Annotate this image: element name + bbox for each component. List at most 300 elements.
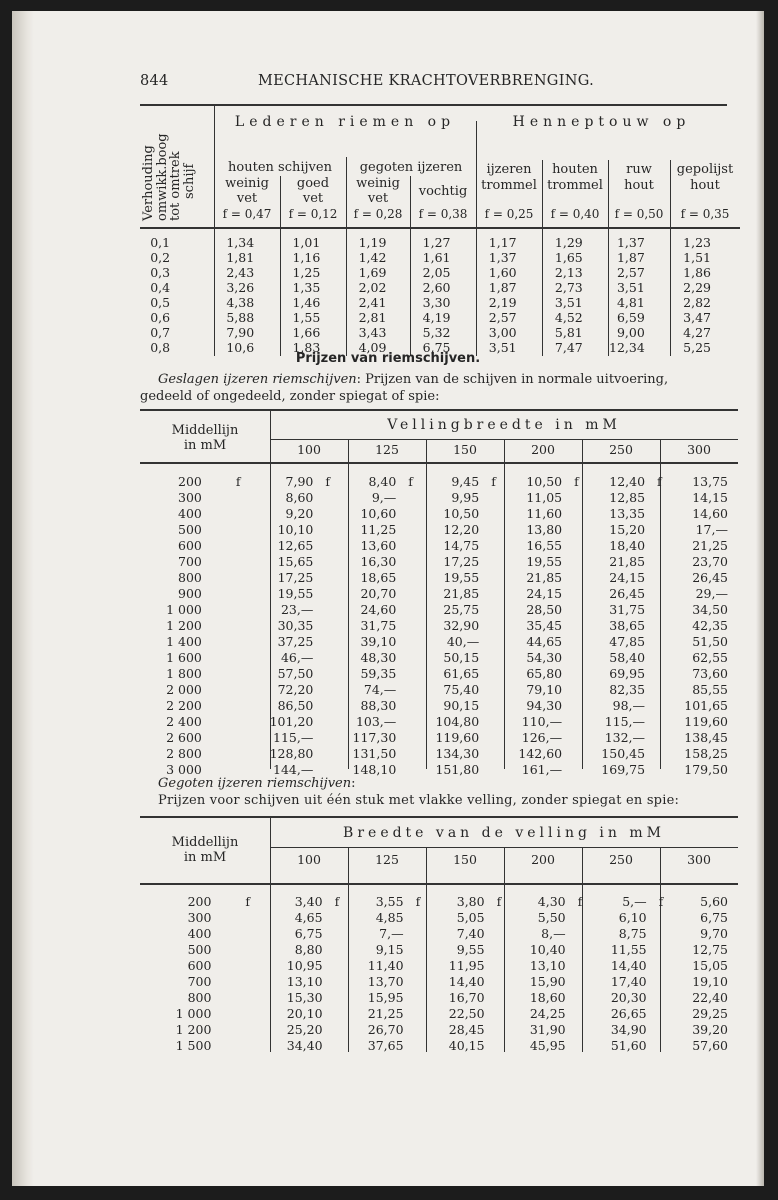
table-cell [485, 1005, 530, 1021]
table2-row [140, 633, 728, 649]
table-cell: 38,65 [609, 617, 646, 633]
table-cell [479, 617, 518, 633]
label-line: gepolijst [676, 162, 734, 177]
running-title: MECHANISCHE KRACHTOVERBRENGING. [258, 73, 594, 89]
table-cell [645, 649, 684, 665]
table-cell: 31,75 [360, 617, 397, 633]
table-cell: f [408, 473, 413, 489]
table-cell: 4,30 [537, 893, 566, 909]
table-cell: 2,57 [488, 310, 517, 325]
table-cell: 45,95 [529, 1037, 566, 1053]
table-cell: 12,75 [692, 941, 728, 957]
table-cell: 13,75 [692, 473, 728, 489]
table-cell: 119,60 [684, 713, 728, 729]
table-cell: 2 000 [166, 681, 202, 697]
table-cell [323, 941, 368, 957]
table-cell: 5,25 [683, 340, 711, 355]
table1-row [140, 295, 727, 310]
table-cell: 1,19 [358, 235, 387, 250]
table-cell [645, 537, 684, 553]
width-header: 150 [453, 852, 477, 867]
table-cell [224, 521, 270, 537]
table1-row [140, 325, 727, 340]
table-cell [647, 957, 692, 973]
table1-first-col-header [140, 106, 200, 228]
table-cell: f [577, 893, 583, 909]
table-cell [233, 1037, 286, 1053]
table-cell [224, 697, 270, 713]
table-cell [404, 1037, 449, 1053]
label-line: weinig [225, 176, 269, 191]
table-cell: 26,70 [367, 1021, 404, 1037]
table-cell: 1,37 [616, 235, 645, 250]
table-cell: 1,51 [683, 250, 711, 265]
table-cell: 115,— [604, 713, 646, 729]
table-cell: 28,50 [526, 601, 563, 617]
table-cell [566, 941, 611, 957]
table3-row [140, 941, 728, 957]
table-cell: 15,65 [277, 553, 314, 569]
table-cell [224, 537, 270, 553]
table-cell: 3 000 [166, 761, 202, 777]
table-cell: 1,34 [226, 235, 255, 250]
table-cell: 3,26 [226, 280, 255, 295]
table-cell: 46,— [280, 649, 314, 665]
table-cell: 3,30 [422, 295, 451, 310]
table-cell [396, 601, 435, 617]
table-cell [313, 601, 352, 617]
table1-col-label [542, 162, 608, 194]
table-cell: 74,— [363, 681, 397, 697]
table-cell [485, 973, 530, 989]
table-cell: 600 [187, 957, 212, 973]
table-cell: 1 800 [166, 665, 202, 681]
table-cell [645, 729, 684, 745]
table-cell [313, 649, 352, 665]
table1-f-value: f = 0,50 [614, 207, 664, 221]
table-cell [396, 521, 435, 537]
table-cell: f [658, 893, 664, 909]
table-cell: 2 600 [166, 729, 202, 745]
table-cell: 15,30 [286, 989, 323, 1005]
table-cell: 700 [187, 973, 212, 989]
table-cell: f [245, 893, 251, 909]
table-cell: 144,— [273, 761, 314, 777]
table-cell: 18,60 [529, 989, 566, 1005]
width-header: 125 [375, 442, 399, 457]
table-cell [479, 713, 518, 729]
table-cell: 9,55 [456, 941, 485, 957]
table-cell [479, 697, 518, 713]
table-cell: 10,10 [277, 521, 314, 537]
table-cell [647, 1037, 692, 1053]
table-cell [323, 925, 368, 941]
label-line: vet [367, 191, 389, 206]
table-cell: 400 [187, 925, 212, 941]
table-cell [224, 681, 270, 697]
table-cell: 1,25 [292, 265, 321, 280]
table-cell: 1,16 [292, 250, 321, 265]
table-cell [485, 1037, 530, 1053]
table-cell [396, 729, 435, 745]
table-cell: 134,30 [435, 745, 480, 761]
table-cell: 2,43 [226, 265, 255, 280]
table-cell: 11,60 [526, 505, 563, 521]
table1-col-label [670, 162, 740, 194]
table-cell: 44,65 [526, 633, 563, 649]
table-cell: 16,55 [526, 537, 563, 553]
table-cell: 8,75 [618, 925, 647, 941]
header-line: tot omtrek [168, 151, 183, 221]
table-cell: 39,10 [360, 633, 397, 649]
table-cell: 10,6 [226, 340, 255, 355]
table-cell: 75,40 [443, 681, 480, 697]
width-header: 100 [297, 852, 321, 867]
table-cell: 20,10 [286, 1005, 323, 1021]
table-cell [647, 973, 692, 989]
table2-row [140, 681, 728, 697]
table-cell: 25,20 [286, 1021, 323, 1037]
table-cell: 158,25 [684, 745, 728, 761]
table3-row [140, 909, 728, 925]
table-cell: 151,80 [435, 761, 480, 777]
table-cell: 1,23 [683, 235, 711, 250]
table-cell [645, 553, 684, 569]
label-line: trommel [547, 178, 603, 193]
table-cell: 59,35 [360, 665, 397, 681]
table-cell: 1 500 [175, 1037, 212, 1053]
table-cell [313, 521, 352, 537]
width-header: 125 [375, 852, 399, 867]
table-cell: 12,65 [277, 537, 314, 553]
table-cell: 1,46 [292, 295, 321, 310]
table-cell: 24,15 [609, 569, 646, 585]
table-cell: 9,15 [375, 941, 404, 957]
table-cell [485, 957, 530, 973]
table-cell [396, 649, 435, 665]
header-line: in mM [183, 850, 227, 865]
table-cell [647, 909, 692, 925]
table-cell: 20,70 [360, 585, 397, 601]
table-cell: 85,55 [692, 681, 728, 697]
table-cell: 57,50 [277, 665, 314, 681]
table-cell: 32,90 [443, 617, 480, 633]
table-cell: 11,25 [360, 521, 397, 537]
table-cell: 9,— [371, 489, 397, 505]
table-cell [562, 521, 601, 537]
table-cell [224, 633, 270, 649]
table2-row [140, 713, 728, 729]
table-cell: 1,87 [616, 250, 645, 265]
table-cell [404, 989, 449, 1005]
table-cell: 24,25 [529, 1005, 566, 1021]
table-cell [404, 1005, 449, 1021]
para1-italic: Geslagen ijzeren riemschijven [158, 372, 357, 387]
table-cell [479, 553, 518, 569]
table-cell: 148,10 [352, 761, 397, 777]
table-cell [224, 505, 270, 521]
table2-row [140, 745, 728, 761]
table-cell: 23,70 [692, 553, 728, 569]
table-cell [313, 617, 352, 633]
table-cell [645, 745, 684, 761]
table-cell: 2,82 [683, 295, 711, 310]
table-cell: 34,50 [692, 601, 728, 617]
table-cell: 1 200 [166, 617, 202, 633]
table3-header-rule [140, 883, 738, 885]
table3-row [140, 1005, 728, 1021]
table-cell: 169,75 [601, 761, 646, 777]
table-cell: 4,19 [422, 310, 451, 325]
table-cell: 103,— [355, 713, 397, 729]
table-cell [645, 569, 684, 585]
para2-italic: Gegoten ijzeren riemschijven [158, 776, 352, 791]
table-cell [566, 973, 611, 989]
table-cell [485, 909, 530, 925]
table-cell: 2,19 [488, 295, 517, 310]
table-cell: 6,59 [616, 310, 645, 325]
table-cell: 400 [178, 505, 202, 521]
table2-row [140, 505, 728, 521]
table-cell [479, 745, 518, 761]
table-cell [479, 649, 518, 665]
table-cell: 9,00 [616, 325, 645, 340]
table2-row [140, 569, 728, 585]
table-cell: 9,45 [451, 473, 480, 489]
table-cell [396, 697, 435, 713]
table-cell: 13,10 [529, 957, 566, 973]
table-cell: 8,— [541, 925, 566, 941]
table-cell: 48,30 [360, 649, 397, 665]
table-cell: 1,01 [292, 235, 321, 250]
table-cell [313, 713, 352, 729]
table1-sub-gegoten: gegoten ijzeren [359, 160, 463, 175]
table-cell [566, 909, 611, 925]
table-cell [562, 665, 601, 681]
table-cell: 62,55 [692, 649, 728, 665]
table-cell [233, 941, 286, 957]
para1 [158, 372, 668, 387]
table-cell [562, 569, 601, 585]
table-cell [224, 729, 270, 745]
table-cell: 9,20 [285, 505, 314, 521]
table-cell [396, 489, 435, 505]
table-cell: 7,90 [285, 473, 314, 489]
table-cell: 3,51 [616, 280, 645, 295]
table-cell: 1,60 [488, 265, 517, 280]
table-cell: 7,40 [456, 925, 485, 941]
width-header: 300 [687, 442, 711, 457]
table-cell [562, 713, 601, 729]
table-cell [562, 761, 601, 777]
table-cell [562, 745, 601, 761]
table1-top-rule [140, 104, 727, 106]
table-cell [566, 1037, 611, 1053]
table1-col-label [346, 176, 410, 206]
table-cell: 23,— [280, 601, 314, 617]
table-cell: 1,35 [292, 280, 321, 295]
table-cell: 21,85 [526, 569, 563, 585]
table-cell: 28,45 [448, 1021, 485, 1037]
table-cell [233, 1005, 286, 1021]
table-cell [566, 1021, 611, 1037]
table-cell: 0,8 [150, 340, 171, 355]
width-header: 200 [531, 442, 555, 457]
table-cell: 101,20 [269, 713, 314, 729]
table-cell [323, 909, 368, 925]
table-cell [323, 973, 368, 989]
table-cell [562, 505, 601, 521]
table-cell: 1,65 [554, 250, 583, 265]
table-cell [645, 697, 684, 713]
para2-colon: : [351, 776, 356, 791]
table-cell: 600 [178, 537, 202, 553]
table-cell: 1 200 [175, 1021, 212, 1037]
table-cell: 1,37 [488, 250, 517, 265]
table-cell [479, 585, 518, 601]
para1-rest: : Prijzen van de schijven in normale uitvoering, [356, 372, 669, 387]
table-cell [645, 489, 684, 505]
table1-f-value: f = 0,40 [550, 207, 600, 221]
table1-group-leather: Lederen riemen op [234, 114, 456, 130]
table3-group-header: Breedte van de velling in mM [343, 825, 665, 841]
table-cell [224, 553, 270, 569]
table-cell: 2,73 [554, 280, 583, 295]
table-cell: 7,90 [226, 325, 255, 340]
table-cell: 13,35 [609, 505, 646, 521]
table-cell: 12,40 [609, 473, 646, 489]
table-cell [645, 505, 684, 521]
table1-row [140, 250, 727, 265]
table-cell [562, 633, 601, 649]
table-cell: 119,60 [435, 729, 480, 745]
table-cell [485, 941, 530, 957]
table-cell [396, 761, 435, 777]
table-cell [313, 569, 352, 585]
table-cell: 300 [187, 909, 212, 925]
table-cell: 21,85 [443, 585, 480, 601]
table-cell: 14,15 [692, 489, 728, 505]
table-cell: 0,6 [150, 310, 171, 325]
table-cell: 4,38 [226, 295, 255, 310]
table-cell: 54,30 [526, 649, 563, 665]
table-cell [224, 569, 270, 585]
table-cell: 13,60 [360, 537, 397, 553]
table-cell: 90,15 [443, 697, 480, 713]
para2 [158, 776, 356, 791]
table2-col0-header [140, 423, 270, 453]
table-cell [224, 617, 270, 633]
table-cell: 200 [187, 893, 212, 909]
table-cell [224, 761, 270, 777]
label-line: vet [236, 191, 258, 206]
para1-line2: gedeeld of ongedeeld, zonder spiegat of spie: [140, 389, 440, 404]
table-cell: 117,30 [352, 729, 397, 745]
table-cell [566, 957, 611, 973]
table-cell: 11,55 [610, 941, 647, 957]
table-cell: 42,35 [692, 617, 728, 633]
table1-f-value: f = 0,47 [222, 207, 272, 221]
table-cell [224, 649, 270, 665]
table-cell: 179,50 [684, 761, 728, 777]
table-cell: f [491, 473, 496, 489]
table-cell: 2,13 [554, 265, 583, 280]
table-cell: 800 [178, 569, 202, 585]
table-cell: 161,— [521, 761, 563, 777]
table-cell: 110,— [521, 713, 563, 729]
table-cell [323, 957, 368, 973]
table-cell: 4,65 [294, 909, 323, 925]
label-line: ruw [626, 162, 652, 177]
table-cell [233, 909, 286, 925]
table1-f-value: f = 0,35 [680, 207, 730, 221]
table-cell: 8,40 [368, 473, 397, 489]
table-cell [562, 681, 601, 697]
table-cell: 3,55 [375, 893, 404, 909]
table-cell [233, 925, 286, 941]
table-cell [479, 537, 518, 553]
table-cell: 2,29 [683, 280, 711, 295]
table-cell: 82,35 [609, 681, 646, 697]
book-page [12, 11, 764, 1186]
table-cell: 1,55 [292, 310, 321, 325]
table2-row [140, 521, 728, 537]
table-cell: 2 200 [166, 697, 202, 713]
table-cell: 17,25 [277, 569, 314, 585]
table-cell: 200 [178, 473, 202, 489]
table-cell [233, 957, 286, 973]
table-cell [224, 601, 270, 617]
table-cell: 2,02 [358, 280, 387, 295]
table-cell: 21,25 [692, 537, 728, 553]
table-cell [479, 601, 518, 617]
table-cell: 14,40 [610, 957, 647, 973]
table-cell: 5,60 [700, 893, 728, 909]
table-cell: 10,50 [526, 473, 563, 489]
table-cell [224, 713, 270, 729]
table-cell: 3,43 [358, 325, 387, 340]
table-cell: 1,42 [358, 250, 387, 265]
table-cell: 40,15 [448, 1037, 485, 1053]
table-cell: 3,80 [456, 893, 485, 909]
table-cell [645, 633, 684, 649]
table-cell: 12,20 [443, 521, 480, 537]
table-cell: 8,80 [294, 941, 323, 957]
table-cell [404, 909, 449, 925]
table-cell: 3,40 [294, 893, 323, 909]
table-cell [323, 1037, 368, 1053]
table-cell: 22,40 [692, 989, 728, 1005]
table-cell: 15,90 [529, 973, 566, 989]
table-cell [479, 521, 518, 537]
table-cell: 8,60 [285, 489, 314, 505]
table-cell [396, 745, 435, 761]
table-cell: 50,15 [443, 649, 480, 665]
table1-col-label [476, 162, 542, 194]
table-cell [396, 617, 435, 633]
table-cell: 1,83 [292, 340, 321, 355]
table2-row [140, 697, 728, 713]
table-cell: 88,30 [360, 697, 397, 713]
table-cell: 12,85 [609, 489, 646, 505]
table-cell [323, 1005, 368, 1021]
table-cell: 3,00 [488, 325, 517, 340]
table-cell [313, 681, 352, 697]
table-cell [485, 989, 530, 1005]
table-cell: 2,57 [616, 265, 645, 280]
table-cell: 39,20 [692, 1021, 728, 1037]
table-cell: 14,40 [448, 973, 485, 989]
